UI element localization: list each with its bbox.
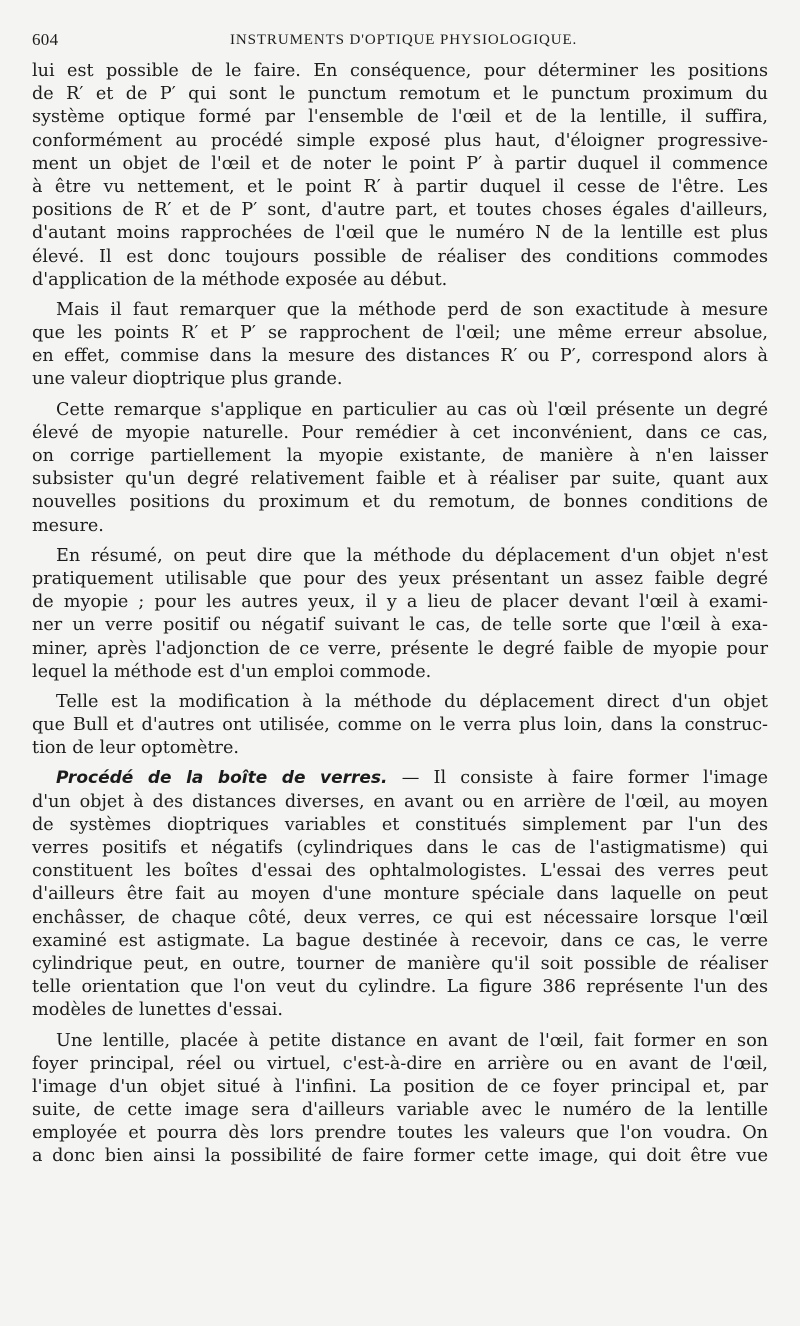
- text-line: examiné est astigmate. La bague destinée à recevoir, dans ce cas, le verre: [32, 930, 768, 951]
- page-header: [32, 30, 768, 54]
- text-line: miner, après l'adjonction de ce verre, présente le degré faible de myopie pour: [32, 638, 768, 659]
- text-line: Une lentille, placée à petite distance en avant de l'œil, fait former en son: [56, 1030, 768, 1051]
- text-line: système optique formé par l'ensemble de l'œil et de la lentille, il suffira,: [32, 107, 768, 128]
- text-line: employée et pourra dès lors prendre toutes les valeurs que l'on voudra. On: [32, 1123, 768, 1144]
- paragraph: [32, 545, 768, 684]
- text-line: mesure.: [32, 515, 104, 536]
- text-line: subsister qu'un degré relativement faible et à réaliser par suite, quant aux: [32, 469, 768, 490]
- text-line: conformément au procédé simple exposé plus haut, d'éloigner progressive-: [32, 130, 768, 151]
- text-line: En résumé, on peut dire que la méthode du déplacement d'un objet n'est: [56, 545, 768, 566]
- page-body: [32, 60, 768, 1169]
- paragraph: [32, 399, 768, 538]
- text-line: à être vu nettement, et le point R′ à partir duquel il cesse de l'être. Les: [32, 176, 768, 197]
- text-line: modèles de lunettes d'essai.: [32, 1000, 284, 1021]
- text-line: en effet, commise dans la mesure des distances R′ ou P′, correspond alors à: [32, 346, 768, 367]
- paragraph: [32, 60, 768, 292]
- text-line: élevé. Il est donc toujours possible de réaliser des conditions commodes: [32, 246, 768, 267]
- text-line: tion de leur optomètre.: [32, 738, 239, 759]
- paragraph: [32, 299, 768, 392]
- paragraph: [32, 691, 768, 761]
- paragraph: [32, 1030, 768, 1169]
- text-line: Mais il faut remarquer que la méthode perd de son exactitude à mesure: [56, 299, 768, 320]
- text-line: on corrige partiellement la myopie existante, de manière à n'en laisser: [32, 446, 768, 466]
- text-line: d'ailleurs être fait au moyen d'une monture spéciale dans laquelle on peut: [32, 884, 768, 905]
- text-line: pratiquement utilisable que pour des yeux présentant un assez faible degré: [32, 568, 768, 589]
- text-line: une valeur dioptrique plus grande.: [32, 369, 343, 390]
- text-line: foyer principal, réel ou virtuel, c'est-à-dire en arrière ou en avant de l'œil,: [32, 1053, 768, 1074]
- text-line: d'autant moins rapprochées de l'œil que le numéro N de la lentille est plus: [32, 223, 768, 244]
- text-line: enchâsser, de chaque côté, deux verres, ce qui est nécessaire lorsque l'œil: [32, 907, 768, 928]
- text-line: suite, de cette image sera d'ailleurs variable avec le numéro de la lentille: [32, 1100, 768, 1121]
- running-title: INSTRUMENTS D'OPTIQUE PHYSIOLOGIQUE.: [230, 32, 578, 48]
- text-line: positions de R′ et de P′ sont, d'autre part, et toutes choses égales d'ailleurs,: [32, 200, 768, 221]
- text-line: d'application de la méthode exposée au début.: [32, 269, 448, 290]
- text-line: d'un objet à des distances diverses, en avant ou en arrière de l'œil, au moyen: [32, 791, 768, 812]
- text-line: lui est possible de le faire. En conséquence, pour déterminer les positions: [32, 61, 768, 81]
- text-line: cylindrique peut, en outre, tourner de manière qu'il soit possible de réaliser: [32, 953, 768, 974]
- text-line: de systèmes dioptriques variables et constitués simplement par l'un des: [32, 814, 768, 835]
- text-line: de R′ et de P′ qui sont le punctum remotum et le punctum proximum du: [32, 84, 768, 105]
- text-line: Telle est la modification à la méthode du déplacement direct d'un objet: [56, 691, 768, 712]
- text-line: ner un verre positif ou négatif suivant le cas, de telle sorte que l'œil à exa-: [32, 615, 768, 636]
- text-line: lequel la méthode est d'un emploi commode.: [32, 661, 432, 682]
- text-line: l'image d'un objet situé à l'infini. La position de ce foyer principal et, par: [32, 1076, 768, 1097]
- text-line: nouvelles positions du proximum et du remotum, de bonnes conditions de: [32, 492, 768, 513]
- section-heading: Procédé de la boîte de verres.: [56, 768, 388, 789]
- text-line: [32, 767, 768, 790]
- text-line: constituent les boîtes d'essai des ophtalmologistes. L'essai des verres peut: [32, 861, 768, 882]
- page-number: 604: [32, 30, 59, 49]
- text-line: verres positifs et négatifs (cylindriques dans le cas de l'astigmatisme) qui: [32, 838, 768, 858]
- text-line: que les points R′ et P′ se rapprochent de l'œil; une même erreur absolue,: [32, 323, 768, 344]
- text-line: telle orientation que l'on veut du cylindre. La figure 386 représente l'un des: [32, 977, 768, 998]
- text-line: a donc bien ainsi la possibilité de faire former cette image, qui doit être vue: [32, 1146, 768, 1167]
- text-line: de myopie ; pour les autres yeux, il y a lieu de placer devant l'œil à exami-: [32, 592, 768, 613]
- text-line: que Bull et d'autres ont utilisée, comme on le verra plus loin, dans la construc-: [32, 715, 768, 736]
- text-line: Cette remarque s'applique en particulier au cas où l'œil présente un degré: [56, 399, 768, 420]
- text-line: ment un objet de l'œil et de noter le point P′ à partir duquel il commence: [32, 153, 768, 174]
- paragraph: [32, 767, 768, 1022]
- heading-line-text: — Il consiste à faire former l'image: [401, 768, 768, 789]
- text-line: élevé de myopie naturelle. Pour remédier à cet inconvénient, dans ce cas,: [32, 422, 768, 443]
